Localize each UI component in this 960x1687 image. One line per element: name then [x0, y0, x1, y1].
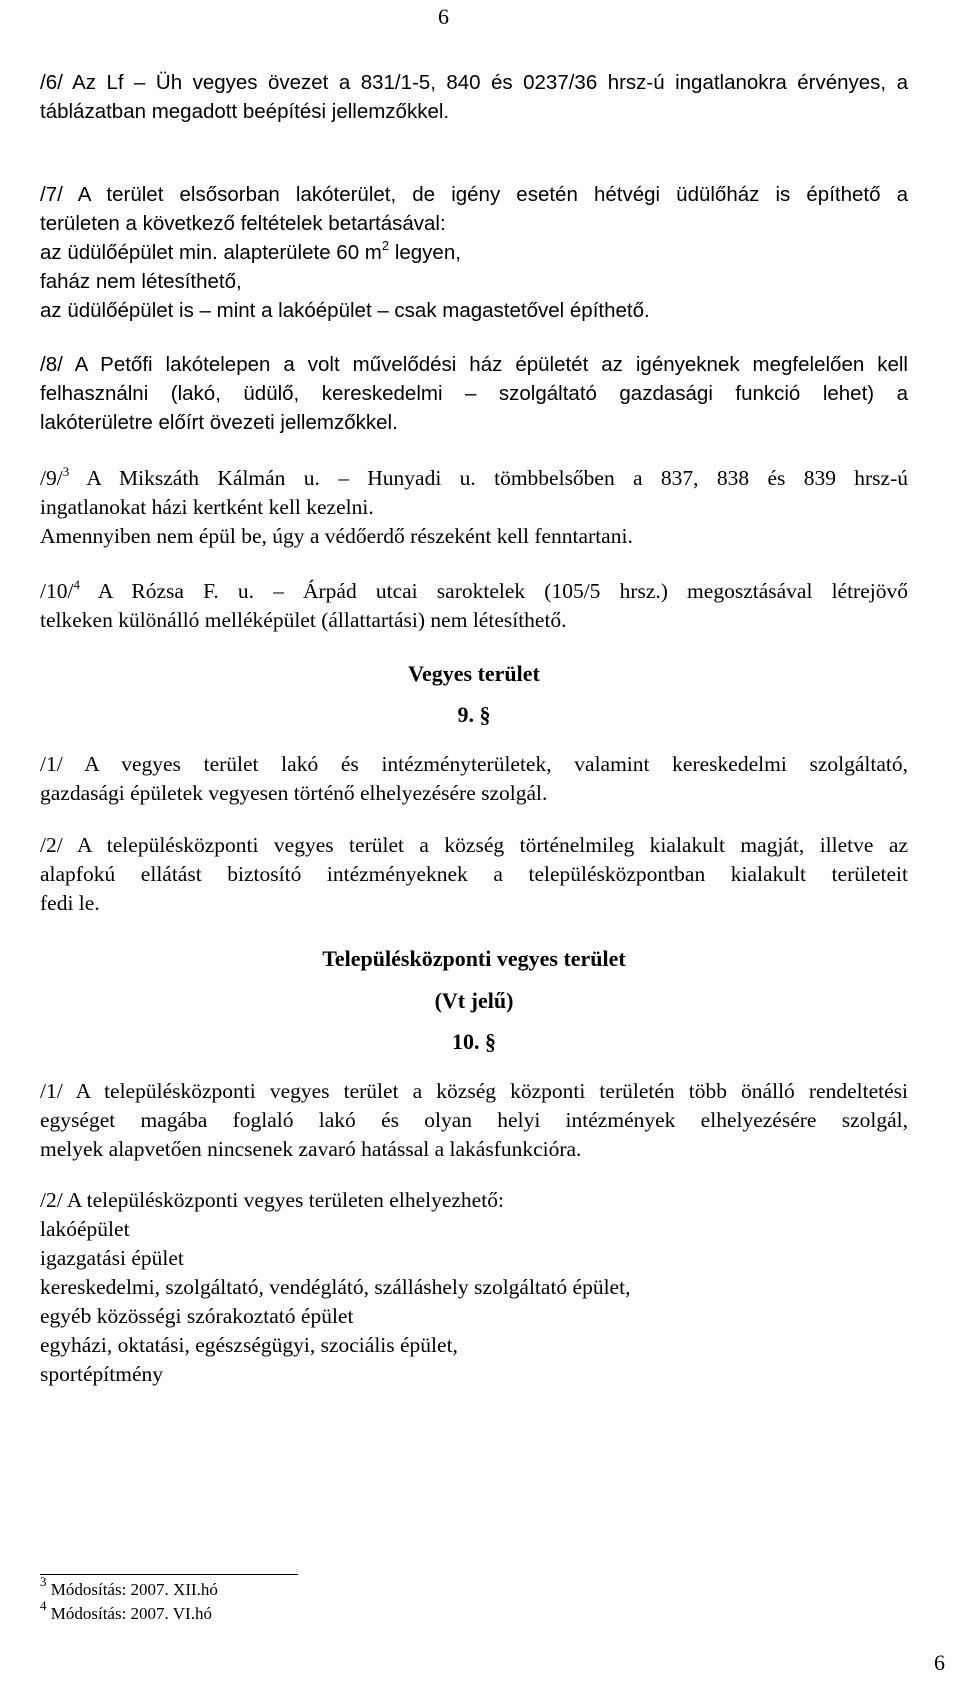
footnote-divider: [40, 1574, 298, 1575]
paragraph-number: /2/: [40, 833, 63, 857]
list-item: egyházi, oktatási, egészségügyi, szociális épület,: [40, 1333, 458, 1357]
section-9-number: 9. §: [457, 702, 491, 727]
list-item: igazgatási épület: [40, 1246, 184, 1270]
paragraph-number: /1/: [40, 752, 63, 776]
paragraph-7: /7/ A terület elsősorban lakóterület, de igény esetén hétvégi üdülőház is építhető a területen a következő feltételek betartásával: az üdülőépület min. alapterülete 60 $m^2$ legyen, faház nem létesíthető, az üdülőépület is – mint a lakóépület – csak magastetővel építhető.: [40, 180, 908, 325]
list-item: lakóépület: [40, 1217, 130, 1241]
section-10-title: Településközponti vegyes terület: [322, 946, 626, 971]
list-item: egyéb közösségi szórakoztató épület: [40, 1304, 354, 1328]
paragraph-number: /9/: [40, 466, 63, 490]
section-10-number: 10. §: [452, 1029, 496, 1054]
paragraph-8: /8/ A Petőfi lakótelepen a volt művelődési ház épületét az igényeknek megfelelően kell felhasználni (lakó, üdülő, kereskedelmi – szolgáltató gazdasági funkció lehet) a lakóterületre előírt övezeti jellemzőkkel.: [40, 353, 908, 434]
list-item: sportépítmény: [40, 1362, 164, 1386]
condition-item: faház nem létesíthető,: [40, 270, 242, 293]
paragraph-10: /10/$^4$ A Rózsa F. u. – Árpád utcai saroktelek (105/5 hrsz.) megosztásával létrejövő telkeken különálló melléképület (állattartási) nem létesíthető.: [40, 577, 908, 632]
section-10-paragraph-2: /2/ A településközponti vegyes területen elhelyezhető: lakóépület igazgatási épület kereskedelmi, szolgáltató, vendéglátó, szálláshely szolgáltató épület, egyéb közösségi szórakoztató épület egyházi, oktatási, egészségügyi, szociális épület, sportépítmény: [40, 1186, 908, 1389]
paragraph-number: /6/: [40, 71, 63, 94]
paragraph-number: /8/: [40, 353, 63, 376]
footnote-ref: 4: [73, 577, 80, 592]
paragraph-number: /7/: [40, 183, 63, 206]
page-number-top: 6: [438, 4, 449, 29]
page-number-bottom: 6: [934, 1650, 945, 1675]
footnote-3: $^3$ Módosítás: 2007. XII.hó: [40, 1574, 218, 1599]
section-10-paragraph-1: /1/ A településközponti vegyes terület a község központi területén több önálló rendeltetési egységet magába foglaló lakó és olyan helyi intézmények elhelyezésére szolgál, melyek alapvetően nincsenek zavaró hatással a lakásfunkcióra.: [40, 1079, 908, 1161]
section-9-title: Vegyes terület: [408, 661, 540, 686]
list-item: kereskedelmi, szolgáltató, vendéglátó, szálláshely szolgáltató épület,: [40, 1275, 631, 1299]
paragraph-9: /9/$^3$ A Mikszáth Kálmán u. – Hunyadi u. tömbbelsőben a 837, 838 és 839 hrsz-ú ingatlanokat házi kertként kell kezelni. Amennyiben nem épül be, úgy a védőerdő részeként kell fenntartani.: [40, 464, 908, 548]
condition-item: az üdülőépület is – mint a lakóépület – csak magastetővel építhető.: [40, 299, 650, 322]
paragraph-number: /1/: [40, 1079, 63, 1103]
section-9-paragraph-1: /1/ A vegyes terület lakó és intézményterületek, valamint kereskedelmi szolgáltató, gazdasági épületek vegyesen történő elhelyezésére szolgál.: [40, 752, 908, 805]
paragraph-number: /2/: [40, 1188, 63, 1212]
paragraph-number: /10/: [40, 579, 74, 603]
section-10-subtitle: (Vt jelű): [434, 988, 514, 1013]
section-9-paragraph-2: /2/ A településközponti vegyes terület a község történelmileg kialakult magját, illetve az alapfokú ellátást biztosító intézményeknek a településközpontban kialakult területeit fedi le.: [40, 833, 908, 915]
condition-item: az üdülőépület min. alapterülete 60 $m^2$ legyen,: [40, 238, 461, 264]
footnote-4: $^4$ Módosítás: 2007. VI.hó: [40, 1598, 212, 1623]
footnote-ref: 3: [62, 464, 70, 479]
paragraph-6: /6/ Az Lf – Üh vegyes övezet a 831/1-5, 840 és 0237/36 hrsz-ú ingatlanokra érvényes, a táblázatban megadott beépítési jellemzőkkel.: [40, 71, 908, 123]
